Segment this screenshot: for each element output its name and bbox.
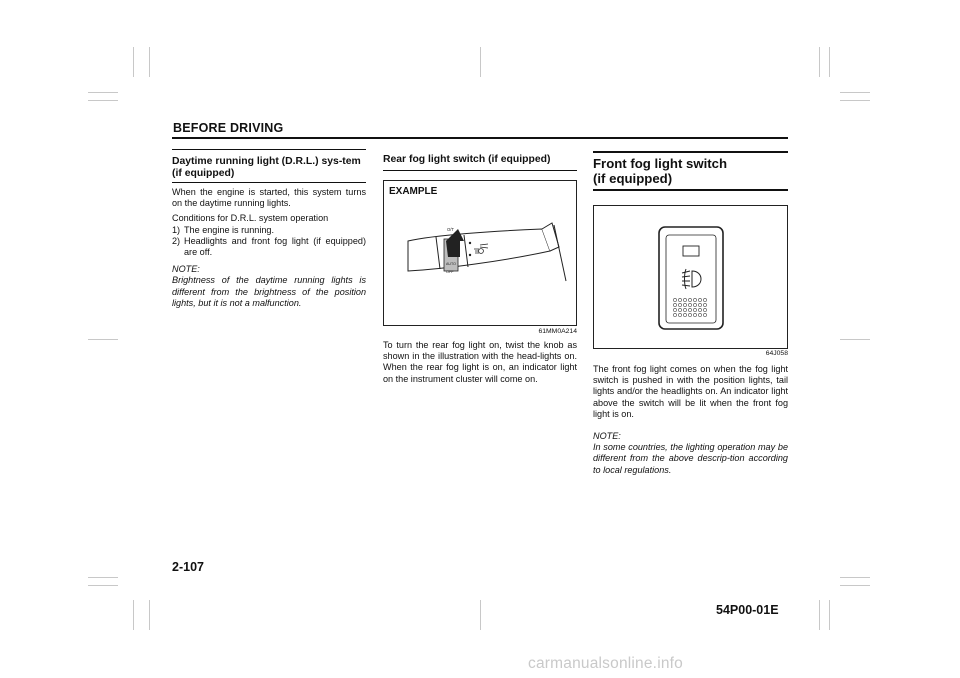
crop-mark — [840, 585, 870, 586]
section-rule-top — [593, 151, 788, 153]
crop-mark — [829, 600, 830, 630]
front-fog-title-line2: (if equipped) — [593, 170, 673, 186]
watermark: carmanualsonline.info — [528, 655, 683, 672]
indicator-light-icon — [683, 246, 699, 256]
list-number: 1) — [172, 224, 181, 235]
header-rule — [172, 137, 788, 139]
crop-mark — [840, 92, 870, 93]
crop-mark — [88, 92, 118, 93]
section-rule-bottom — [383, 170, 577, 171]
crop-mark — [829, 47, 830, 77]
list-text: Headlights and front fog light (if equipped) are off. — [184, 235, 366, 258]
lever-label-left: AUTO — [446, 262, 456, 266]
lever-label-top: O/T — [447, 227, 454, 232]
stalk-illustration — [384, 181, 576, 325]
drl-section — [172, 149, 366, 309]
rear-fog-section — [383, 154, 577, 171]
document-code: 54P00-01E — [716, 603, 779, 617]
list-item — [172, 225, 366, 236]
rear-fog-body: To turn the rear fog light on, twist the knob as shown in the illustration with the head-lights on. When the rear fog light is on, an indicator light on the instrument cluster will come on. — [383, 340, 577, 384]
crop-mark — [88, 339, 118, 340]
note-text: Brightness of the daytime running lights is different from the brightness of the position lights, but it is not a malfunction. — [172, 275, 366, 308]
crop-mark — [149, 47, 150, 77]
crop-mark — [840, 577, 870, 578]
crop-mark — [819, 600, 820, 630]
note-label: NOTE: — [172, 264, 200, 275]
crop-mark — [88, 577, 118, 578]
figure-label: EXAMPLE — [389, 186, 438, 197]
drl-conditions-heading: Conditions for D.R.L. system operation — [172, 213, 329, 224]
crop-mark — [149, 600, 150, 630]
drl-body — [172, 187, 366, 309]
note-label: NOTE: — [593, 431, 621, 442]
section-rule-top — [172, 149, 366, 150]
figure-code: 64J058 — [765, 350, 788, 357]
list-number: 2) — [172, 235, 181, 246]
crop-mark — [88, 585, 118, 586]
crop-mark — [88, 100, 118, 101]
front-fog-body — [593, 364, 788, 476]
list-text: The engine is running. — [184, 224, 274, 235]
page-number: 2-107 — [172, 560, 204, 574]
rear-fog-figure — [383, 180, 577, 326]
crop-mark — [480, 47, 481, 77]
crop-mark — [133, 600, 134, 630]
section-rule-bottom — [172, 182, 366, 183]
front-fog-section — [593, 151, 788, 191]
rear-fog-title: Rear fog light switch (if equipped) — [383, 154, 551, 165]
list-item — [172, 236, 366, 258]
front-fog-figure — [593, 205, 788, 349]
section-title: BEFORE DRIVING — [173, 121, 284, 135]
section-rule-bottom — [593, 189, 788, 191]
front-fog-paragraph: The front fog light comes on when the fog light switch is pushed in with the position lights, tail lights and/or the headlights on. An indicator light above the switch will be lit when the front fog light is on. — [593, 364, 788, 419]
drl-intro: When the engine is started, this system turns on the daytime running lights. — [172, 187, 366, 209]
crop-mark — [480, 600, 481, 630]
lever-label-off: OFF — [446, 270, 454, 274]
crop-mark — [819, 47, 820, 77]
indicator-dot-icon — [469, 254, 471, 256]
drl-title: Daytime running light (D.R.L.) sys-tem (if equipped) — [172, 156, 361, 179]
note-text: In some countries, the lighting operation may be different from the above descrip-tion according to local regulations. — [593, 442, 788, 475]
fog-switch-illustration — [594, 206, 787, 348]
indicator-dot-icon — [469, 242, 471, 244]
crop-mark — [840, 339, 870, 340]
figure-code: 61MM0A214 — [538, 328, 577, 335]
crop-mark — [133, 47, 134, 77]
crop-mark — [840, 100, 870, 101]
front-fog-title-line1: Front fog light switch — [593, 156, 728, 171]
